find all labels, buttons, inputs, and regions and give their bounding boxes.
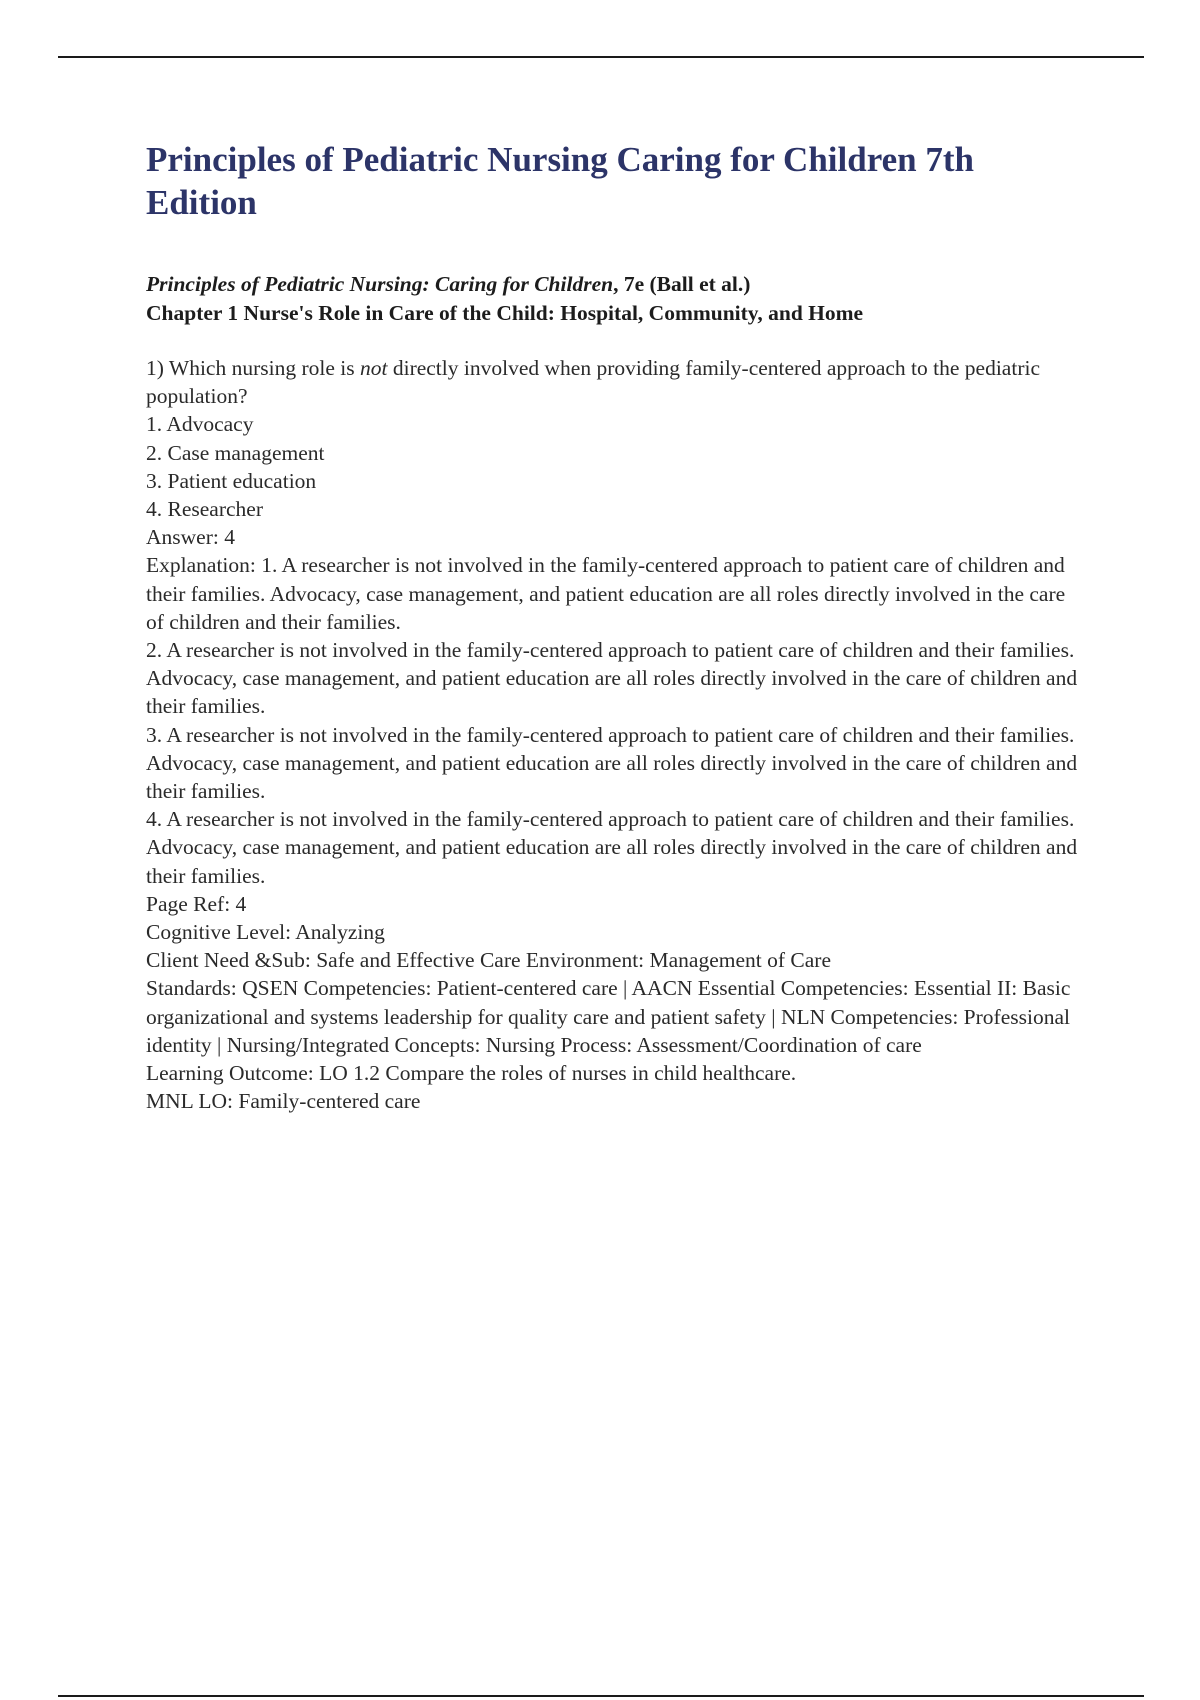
document-content (146, 138, 1086, 1115)
book-citation (146, 270, 1086, 299)
stem-emphasis: not (359, 356, 388, 380)
answer-options (146, 410, 1086, 523)
book-title: Principles of Pediatric Nursing: Caring for Children (146, 272, 614, 296)
stem-suffix: directly involved when providing family-centered approach to the pediatric population? (146, 356, 1040, 409)
explanation-paragraph: 3. A researcher is not involved in the family-centered approach to patient care of children and their families. Advocacy, case management, and patient education are all roles directly involved in the care of children and their families. (146, 722, 1078, 804)
top-rule (58, 56, 1144, 58)
book-reference (146, 270, 1086, 328)
option-item: 1. Advocacy (146, 412, 254, 437)
standards: Standards: QSEN Competencies: Patient-centered care | AACN Essential Competencies: Essential II: Basic organizational and systems leadership for quality care and patient safety | NLN Competencies: Professional identity | Nursing/Integrated Concepts: Nursing Process: Assessment/Coordination of care (146, 976, 1071, 1057)
cognitive-level: Cognitive Level: Analyzing (146, 920, 385, 945)
explanation-paragraph: 2. A researcher is not involved in the family-centered approach to patient care of children and their families. Advocacy, case management, and patient education are all roles directly involved in the care of children and their families. (146, 638, 1078, 719)
explanation-paragraph: Explanation: 1. A researcher is not involved in the family-centered approach to patient care of children and their families. Advocacy, case management, and patient education are all roles directly involved in the care of children and their families. (146, 553, 1066, 634)
stem-prefix: 1) Which nursing role is (146, 356, 360, 380)
explanation-paragraph: 4. A researcher is not involved in the family-centered approach to patient care of children and their families. Advocacy, case management, and patient education are all roles directly involved in the care of children and their families. (146, 807, 1078, 888)
question-stem (146, 354, 1086, 410)
page-ref: Page Ref: 4 (146, 891, 247, 916)
chapter-heading: Chapter 1 Nurse's Role in Care of the Child: Hospital, Community, and Home (146, 301, 864, 325)
document-title: Principles of Pediatric Nursing Caring for Children 7th Edition (146, 140, 974, 222)
option-item: 3. Patient education (146, 468, 317, 493)
option-item: 2. Case management (146, 440, 325, 465)
bottom-rule (58, 1695, 1144, 1697)
answer-line: Answer: 4 (146, 525, 235, 550)
book-edition: , 7e (Ball et al.) (613, 272, 751, 296)
option-item: 4. Researcher (146, 497, 263, 522)
learning-outcome: Learning Outcome: LO 1.2 Compare the roles of nurses in child healthcare. (146, 1061, 797, 1086)
mnl-lo: MNL LO: Family-centered care (146, 1089, 421, 1114)
question-block (146, 354, 1086, 1115)
client-need: Client Need &Sub: Safe and Effective Care Environment: Management of Care (146, 948, 831, 973)
